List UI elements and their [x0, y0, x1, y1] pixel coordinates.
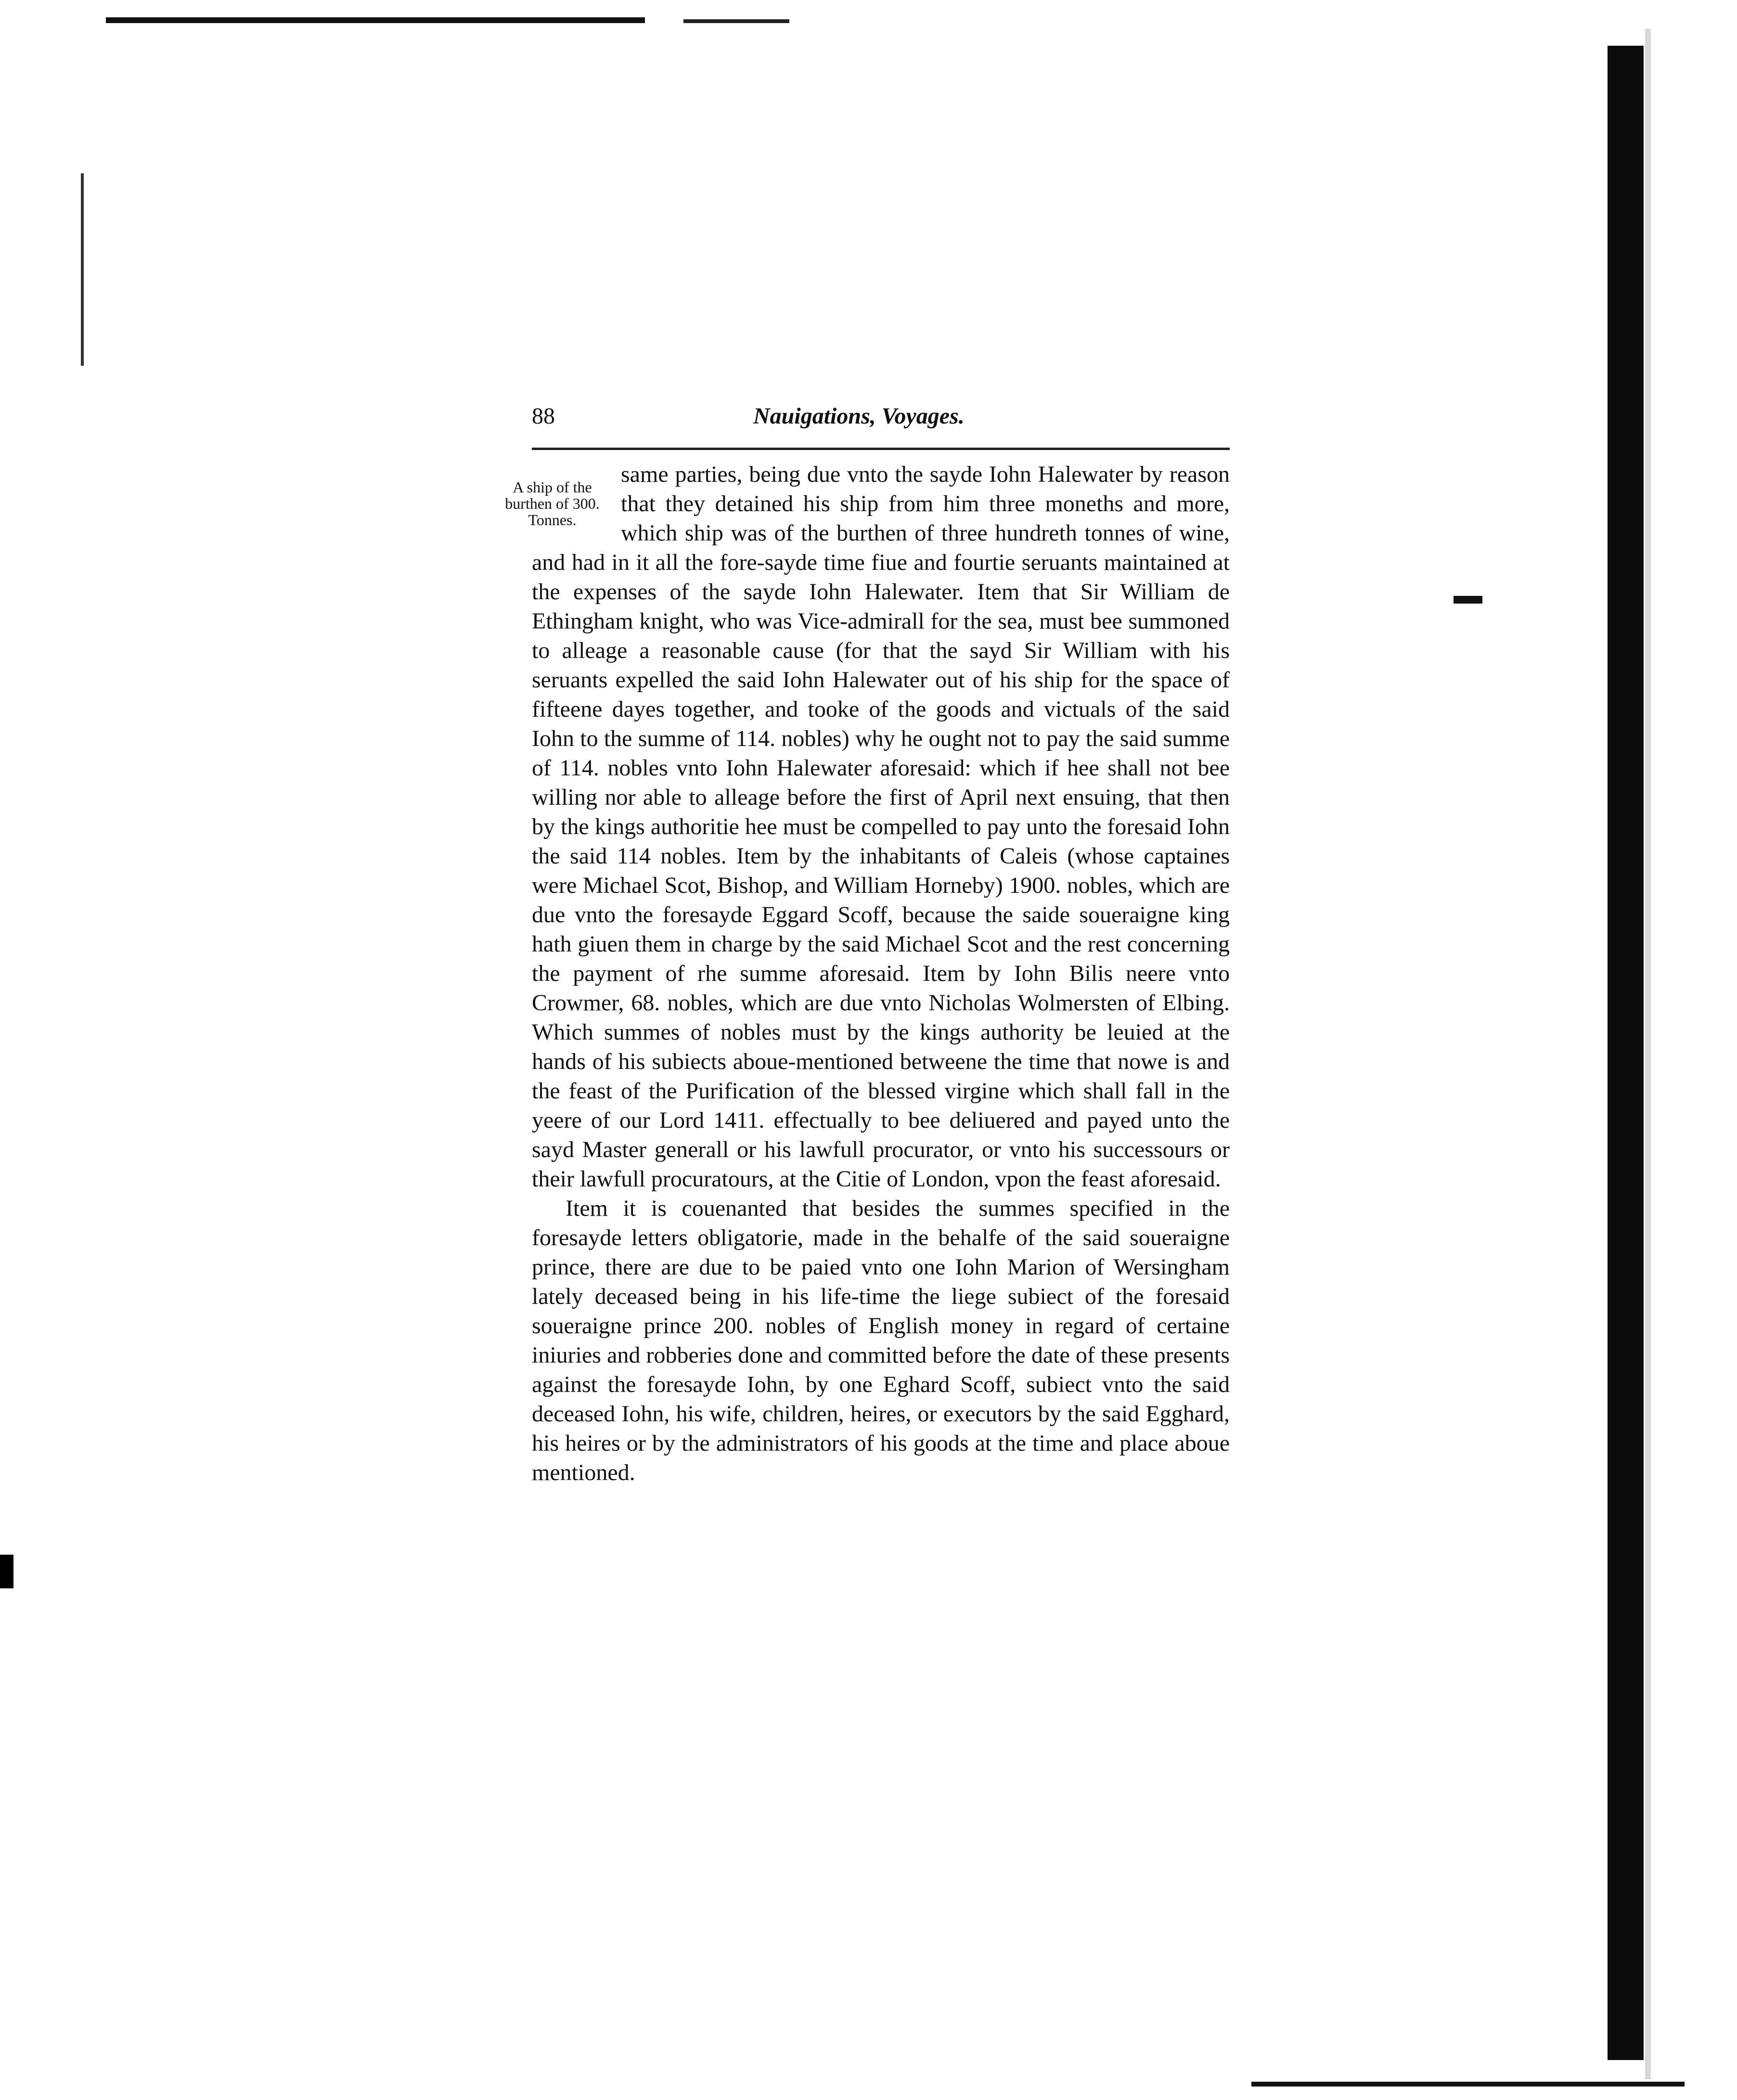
page-edge-shadow	[1645, 29, 1651, 2079]
running-head: Nauigations, Voyages.	[753, 403, 965, 429]
paragraph-2: Item it is couenanted that besides the summes specified in the foresayde letters obligatorie, made in the behalfe of the said soueraigne prince, there are due to be paied vnto one Iohn Marion of Wersingham lately deceased being in his life-time the liege subiect of the foresaid soueraigne prince 200. nobles of English money in regard of certaine iniuries and robberies done and committed before the date of these presents against the foresayde Iohn, by one Eghard Scoff, subiect vnto the said deceased Iohn, his wife, children, heires, or executors by the said Egghard, his heires or by the administrators of his goods at the time and place aboue mentioned.	[532, 1196, 1230, 1485]
marginal-note: A ship of the burthen of 300. Tonnes.	[505, 478, 600, 528]
paragraph-1	[505, 460, 1230, 1194]
paragraph-1-text: same parties, being due vnto the sayde Iohn Halewater by reason that they detained his ship from him three moneths and more, which ship was of the burthen of three hundreth tonnes of wine, and had in it all the fore-sayde time fiue and fourtie seruants maintained at the expenses of the sayde Iohn Halewater. Item that Sir William de Ethingham knight, who was Vice-admirall for the sea, must bee summoned to alleage a reasonable cause (for that the sayd Sir William with his seruants expelled the said Iohn Halewater out of his ship for the space of fifteene dayes together, and tooke of the goods and victuals of the said Iohn to the summe of 114. nobles) why he ought not to pay the said summe of 114. nobles vnto Iohn Halewater aforesaid: which if hee shall not bee willing nor able to alleage before the first of April next ensuing, that then by the kings authoritie hee must be compelled to pay unto the foresaid Iohn the said 114 nobles. Item by the inhabitants of Caleis (whose captaines were Michael Scot, Bishop, and William Horneby) 1900. nobles, which are due vnto the foresayde Eggard Scoff, because the saide soueraigne king hath giuen them in charge by the said Michael Scot and the rest concerning the payment of rhe summe aforesaid. Item by Iohn Bilis neere vnto Crowmer, 68. nobles, which are due vnto Nicholas Wolmersten of Elbing. Which summes of nobles must by the kings authority be leuied at the hands of his subiects aboue-mentioned betweene the time that nowe is and the feast of the Purification of the blessed virgine which shall fall in the yeere of our Lord 1411. effectually to bee deliuered and payed unto the sayd Master generall or his lawfull procurator, or vnto his successours or their lawfull procuratours, at the Citie of London, vpon the feast aforesaid.	[532, 462, 1230, 1192]
scan-artifact-top-rule-short	[683, 19, 789, 23]
body-text	[505, 460, 1230, 1487]
page-header	[532, 399, 1230, 433]
scan-artifact-left-mark	[81, 173, 84, 366]
scan-artifact-right-tick	[1454, 596, 1482, 604]
scan-artifact-top-rule	[106, 17, 645, 23]
header-rule	[532, 448, 1230, 450]
page-number: 88	[532, 403, 555, 429]
book-binding-edge	[1608, 46, 1644, 2060]
scan-artifact-bottom-rule	[1251, 2082, 1685, 2087]
scan-artifact-left-block	[0, 1555, 13, 1588]
